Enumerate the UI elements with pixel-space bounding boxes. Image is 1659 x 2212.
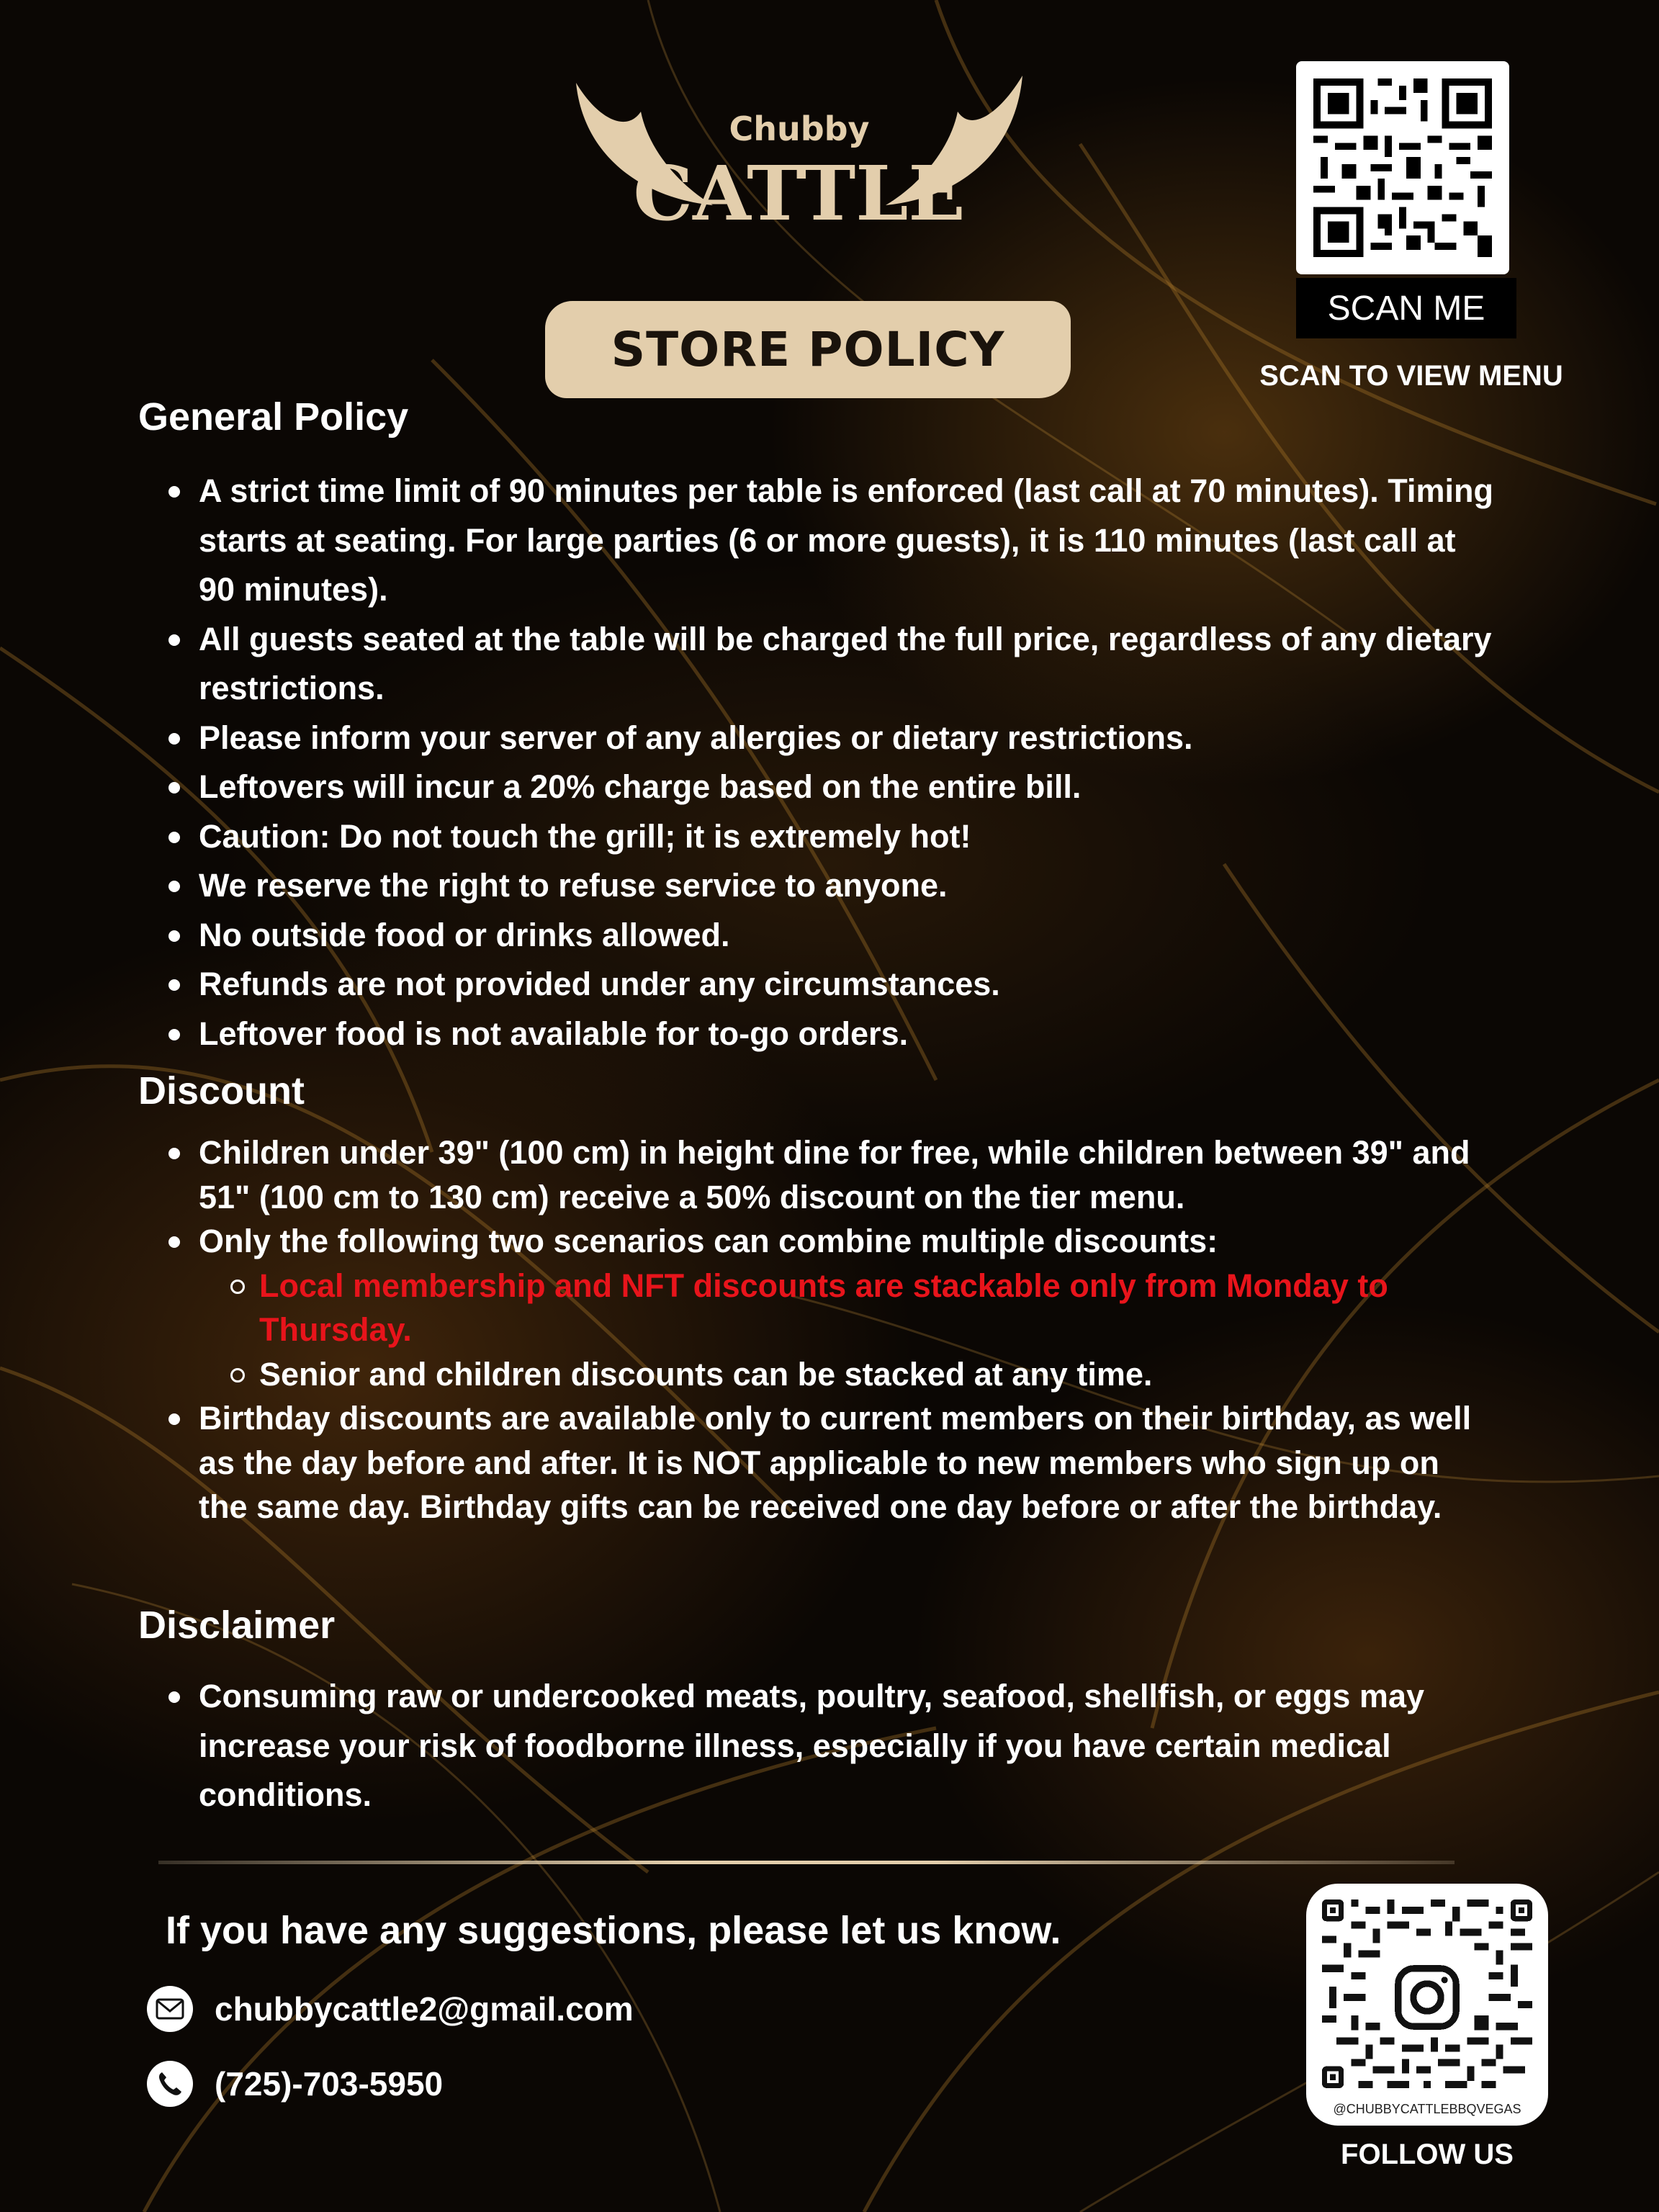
envelope-icon [147,1986,193,2032]
phone-icon [147,2061,193,2107]
scan-to-view-menu-caption: SCAN TO VIEW MENU [1259,360,1563,392]
list-item-text: Only the following two scenarios can combine multiple discounts: [199,1223,1218,1259]
discount-list [199,1130,1495,1529]
menu-qr-code[interactable] [1296,61,1509,274]
instagram-qr-code[interactable] [1306,1884,1548,2126]
phone-contact[interactable] [147,2061,443,2107]
disclaimer-list [199,1672,1466,1820]
list-item: Please inform your server of any allergies or dietary restrictions. [199,714,1495,763]
list-item: Children under 39" (100 cm) in height dine for free, while children between 39" and 51" (100 cm to 130 cm) receive a 50% discount on the tier menu. [199,1130,1495,1219]
scan-me-label: SCAN ME [1296,278,1516,338]
page-title: STORE POLICY [611,322,1005,377]
list-item: Birthday discounts are available only to current members on their birthday, as well as the day before and after. It is NOT applicable to new members who sign up on the same day. Birthday gifts can be received one day before or after the birthday. [199,1396,1495,1529]
list-item: Leftovers will incur a 20% charge based on the entire bill. [199,763,1495,812]
logo-big-text: CATTLE [633,149,966,238]
list-item [199,1219,1495,1396]
store-policy-banner [545,301,1071,398]
list-item: We reserve the right to refuse service to anyone. [199,861,1495,911]
qr-code-icon [1322,1899,1532,2095]
general-policy-heading: General Policy [138,395,409,439]
stackable-membership-note: Local membership and NFT discounts are stackable only from Monday to Thursday. [259,1264,1495,1352]
general-policy-list [199,467,1495,1058]
suggestion-text: If you have any suggestions, please let us know. [166,1909,1061,1952]
email-address[interactable]: chubbycattle2@gmail.com [215,1990,634,2028]
logo-small-text: Chubby [729,109,870,148]
instagram-handle: @CHUBBYCATTLEBBQVEGAS [1333,2102,1521,2116]
discount-sublist [259,1264,1495,1397]
follow-us-caption: FOLLOW US [1341,2139,1514,2170]
list-item: Caution: Do not touch the grill; it is extremely hot! [199,812,1495,862]
list-item: A strict time limit of 90 minutes per table is enforced (last call at 70 minutes). Timing starts at seating. For large parties (6 or more guests), it is 110 minutes (last call at 90 minutes). [199,467,1495,615]
instagram-icon [1391,1961,1464,2034]
stackable-senior-children-note: Senior and children discounts can be stacked at any time. [259,1352,1495,1397]
divider [158,1861,1455,1864]
disclaimer-heading: Disclaimer [138,1604,336,1647]
list-item: Leftover food is not available for to-go orders. [199,1010,1495,1059]
qr-code-icon [1313,78,1492,257]
list-item: All guests seated at the table will be charged the full price, regardless of any dietary restrictions. [199,615,1495,714]
list-item: Consuming raw or undercooked meats, poultry, seafood, shellfish, or eggs may increase your risk of foodborne illness, especially if you have certain medical conditions. [199,1672,1466,1820]
email-contact[interactable] [147,1986,634,2032]
chubby-cattle-logo [562,68,1037,256]
list-item: Refunds are not provided under any circumstances. [199,960,1495,1010]
discount-heading: Discount [138,1069,305,1112]
list-item: No outside food or drinks allowed. [199,911,1495,961]
phone-number[interactable]: (725)-703-5950 [215,2065,444,2103]
